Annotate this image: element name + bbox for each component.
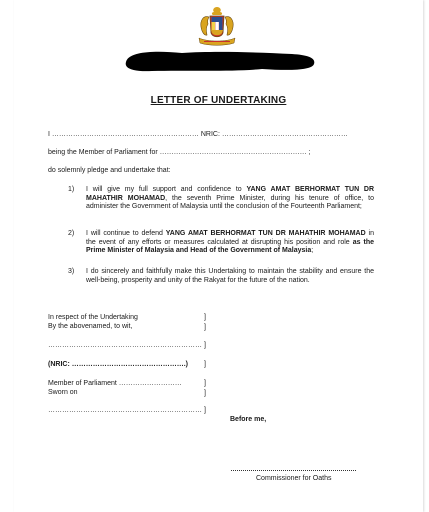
- undertaking-item-1: 1) I will give my full support and confidence to YANG AMAT BERHORMAT TUN DR MAHATHIR MOHAMAD, the seventh Prime Minister, during his tenure of office, to administer the Government of Malaysia until the conclusion of the Fourteenth Parliament;: [68, 186, 375, 211]
- pledge-line: do solemnly pledge and undertake that:: [48, 167, 171, 174]
- member-line: being the Member of Parliament for ……………………………………………………… ;: [48, 149, 311, 156]
- undertaking-item-3: 3) I do sincerely and faithfully make this Undertaking to maintain the stability and ensure the well-being, prosperity and unity of the Rakyat for the future of the nation.: [68, 268, 374, 284]
- bracket: ]: [204, 314, 206, 321]
- nric-line: (NRIC: ………………………………………….): [48, 361, 188, 368]
- document-page: [14, 0, 423, 512]
- commissioner-label: Commissioner for Oaths: [256, 475, 332, 482]
- commissioner-signature-line: [231, 470, 356, 471]
- malaysia-coat-of-arms-icon: [192, 5, 242, 49]
- bracket: ]: [204, 407, 206, 414]
- bracket: ]: [204, 342, 206, 349]
- item-number: 1): [68, 186, 75, 193]
- item-number: 2): [68, 230, 75, 237]
- undertaking-item-2: 2) I will continue to defend YANG AMAT BERHORMAT TUN DR MAHATHIR MOHAMAD in the event of any efforts or measures calculated at disrupting his position and role as the Prime Minister of Malaysia and Head of the Government of Malaysia;: [68, 230, 374, 255]
- abovenamed-line: By the abovenamed, to wit,: [48, 323, 133, 330]
- bracket: ]: [204, 380, 206, 387]
- name-nric-line: I ……………………………………………………… NRIC: ………………………………………………: [48, 131, 348, 138]
- pm-role: as the Prime Minister of Malaysia and Head of the Government of Malaysia: [86, 238, 374, 255]
- bracket: ]: [204, 361, 206, 368]
- signature-dots-line: …………………………………………………………: [48, 342, 202, 349]
- member-of-parliament-line: Member of Parliament ………………………: [48, 380, 182, 387]
- respect-line: In respect of the Undertaking: [48, 314, 138, 321]
- redaction-mark: [122, 48, 318, 74]
- pm-name: YANG AMAT BERHORMAT TUN DR MAHATHIR MOHAMAD: [165, 230, 366, 237]
- date-dots-line: …………………………………………………………: [48, 407, 202, 414]
- before-me-label: Before me,: [230, 416, 267, 423]
- bracket: ]: [204, 390, 206, 397]
- sworn-on-line: Sworn on: [48, 389, 78, 396]
- pm-name: YANG AMAT BERHORMAT TUN DR MAHATHIR MOHAMAD: [86, 186, 375, 202]
- document-title: LETTER OF UNDERTAKING: [150, 95, 287, 106]
- item-number: 3): [68, 268, 75, 275]
- bracket: ]: [204, 324, 206, 331]
